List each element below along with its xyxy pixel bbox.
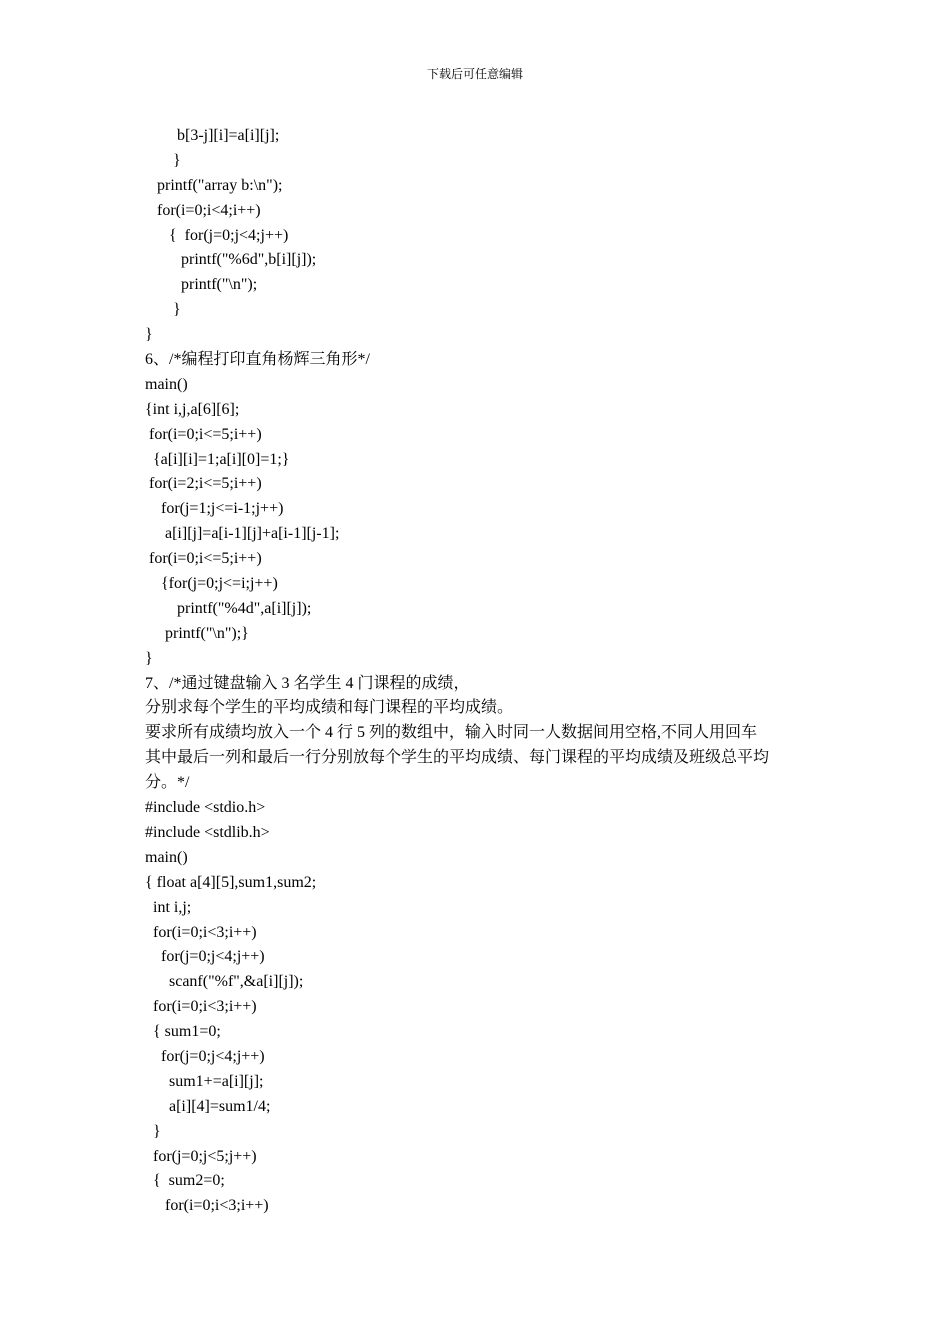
code-line: { for(j=0;j<4;j++) bbox=[145, 226, 289, 244]
code-line: {a[i][i]=1;a[i][0]=1;} bbox=[145, 450, 290, 468]
code-line: for(j=0;j<4;j++) bbox=[145, 1047, 265, 1065]
code-line: printf("\n"); bbox=[145, 276, 258, 294]
code-line: { sum2=0; bbox=[145, 1172, 225, 1190]
code-line: for(i=2;i<=5;i++) bbox=[145, 475, 262, 493]
code-line: printf("\n");} bbox=[145, 624, 249, 642]
code-line: { float a[4][5],sum1,sum2; bbox=[145, 873, 317, 891]
code-line: 分。*/ bbox=[145, 774, 190, 792]
code-line: {for(j=0;j<=i;j++) bbox=[145, 575, 278, 593]
code-line: int i,j; bbox=[145, 898, 192, 916]
code-line: for(i=0;i<=5;i++) bbox=[145, 425, 262, 443]
code-line: printf("array b:\n"); bbox=[145, 176, 283, 194]
code-line: for(i=0;i<3;i++) bbox=[145, 923, 257, 941]
code-line: for(i=0;i<3;i++) bbox=[145, 998, 257, 1016]
document-body bbox=[145, 124, 825, 1219]
code-line: sum1+=a[i][j]; bbox=[145, 1072, 264, 1090]
code-line: for(i=0;i<4;i++) bbox=[145, 201, 261, 219]
code-line: main() bbox=[145, 848, 188, 866]
code-line: } bbox=[145, 1122, 161, 1140]
code-line: for(j=1;j<=i-1;j++) bbox=[145, 500, 284, 518]
code-line: #include <stdlib.h> bbox=[145, 823, 270, 841]
code-line: main() bbox=[145, 375, 188, 393]
code-line: {int i,j,a[6][6]; bbox=[145, 400, 240, 418]
code-line: } bbox=[145, 649, 153, 667]
code-line: 要求所有成绩均放入一个 4 行 5 列的数组中，输入时同一人数据间用空格,不同人用回车 bbox=[145, 724, 758, 742]
code-line: 7、/*通过键盘输入 3 名学生 4 门课程的成绩， bbox=[145, 674, 470, 692]
code-line: #include <stdio.h> bbox=[145, 799, 266, 817]
code-line: } bbox=[145, 301, 181, 319]
code-line: { sum1=0; bbox=[145, 1023, 221, 1041]
code-line: scanf("%f",&a[i][j]); bbox=[145, 973, 304, 991]
code-line: 其中最后一列和最后一行分别放每个学生的平均成绩、每门课程的平均成绩及班级总平均 bbox=[145, 749, 770, 767]
code-line: } bbox=[145, 326, 153, 344]
code-line: } bbox=[145, 151, 181, 169]
code-line: printf("%6d",b[i][j]); bbox=[145, 251, 317, 269]
code-line: b[3-j][i]=a[i][j]; bbox=[145, 127, 280, 144]
code-line: for(j=0;j<5;j++) bbox=[145, 1147, 257, 1165]
code-line: 6、/*编程打印直角杨辉三角形*/ bbox=[145, 351, 370, 369]
code-line: a[i][4]=sum1/4; bbox=[145, 1097, 271, 1115]
code-line: printf("%4d",a[i][j]); bbox=[145, 599, 312, 617]
code-line: for(i=0;i<=5;i++) bbox=[145, 550, 262, 568]
code-line: 分别求每个学生的平均成绩和每门课程的平均成绩。 bbox=[145, 699, 514, 717]
code-line: for(j=0;j<4;j++) bbox=[145, 948, 265, 966]
code-line: a[i][j]=a[i-1][j]+a[i-1][j-1]; bbox=[145, 525, 340, 543]
page-header: 下载后可任意编辑 bbox=[426, 67, 523, 81]
code-line: for(i=0;i<3;i++) bbox=[145, 1197, 269, 1215]
